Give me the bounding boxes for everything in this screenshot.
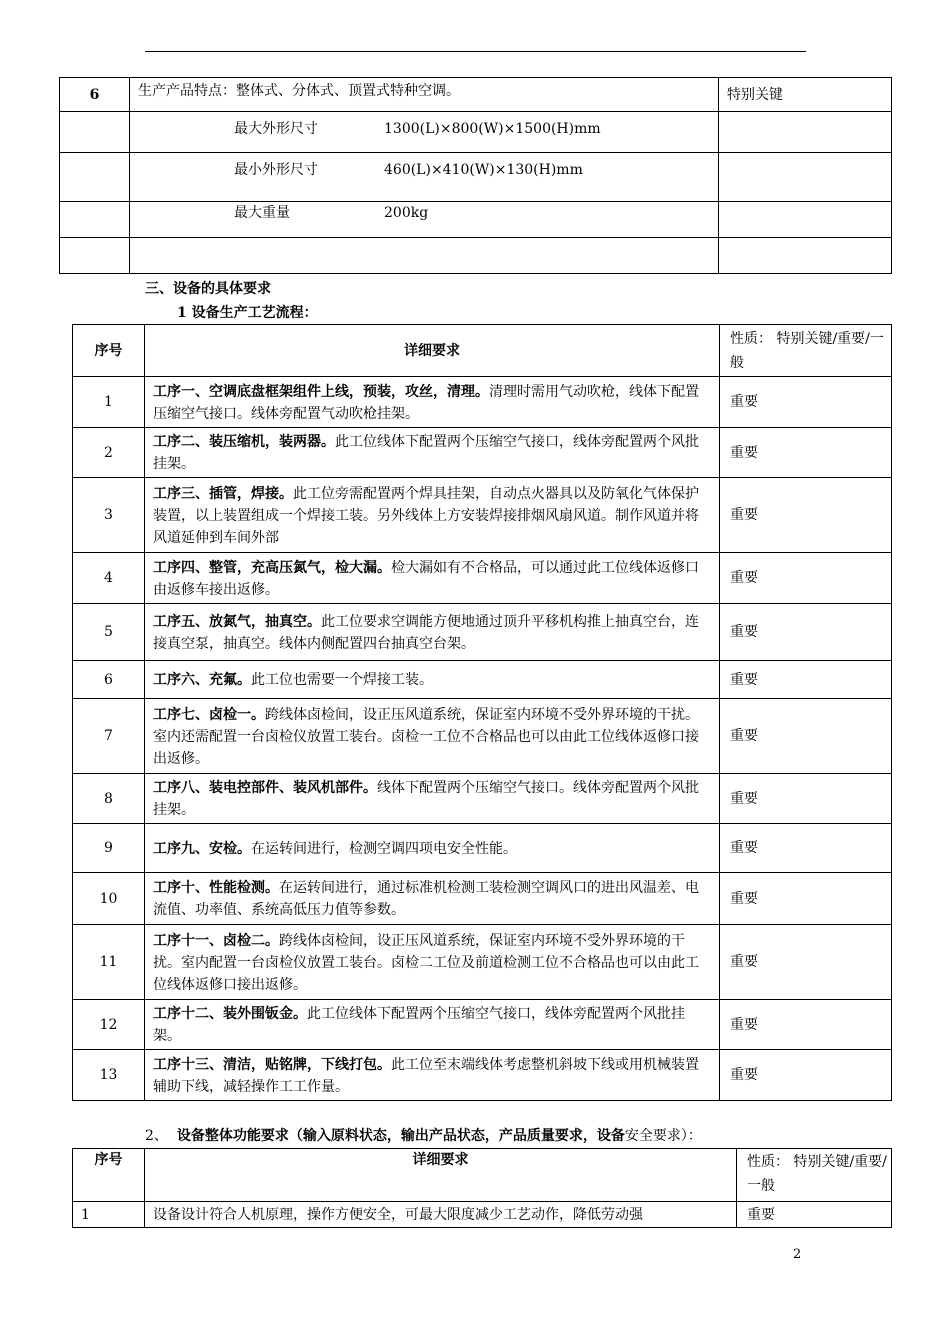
- nature-cell: 重要: [720, 661, 892, 699]
- row-number: 4: [73, 553, 145, 604]
- table-row: [60, 153, 892, 202]
- table-row: [73, 925, 892, 1000]
- subsection-2-bold: 设备整体功能要求（输入原料状态，输出产品状态，产品质量要求，设备: [176, 1128, 625, 1144]
- table-header-row: [73, 325, 892, 377]
- nature-cell: 重要: [737, 1202, 892, 1228]
- nature-cell: 重要: [720, 699, 892, 774]
- row-number: 1: [73, 1202, 145, 1228]
- table-row: [60, 112, 892, 153]
- nature-cell: 特别关键: [719, 78, 892, 112]
- step-text: 在运转间进行，通过标准机检测工装检测空调风口的进出风温差、电流值、功率值、系统高低压力值等参数。: [153, 880, 699, 918]
- step-title: 工序二、装压缩机，装两器。: [153, 434, 335, 450]
- header-no: 序号: [73, 1149, 145, 1202]
- step-title: 工序四、整管，充高压氮气，检大漏。: [153, 559, 391, 576]
- subsection-number: 2、: [145, 1128, 168, 1144]
- table-row: [73, 428, 892, 478]
- row-number: 3: [73, 478, 145, 553]
- row-number: 5: [73, 604, 145, 661]
- step-text: 此工位也需要一个焊接工装。: [251, 672, 433, 688]
- step-text: 此工位要求空调能方便地通过顶升平移机构推上抽真空台，连接真空泵，抽真空。线体内侧配置四台抽真空台架。: [153, 613, 699, 652]
- detail-cell: [145, 873, 720, 925]
- step-text: 线体下配置两个压缩空气接口。线体旁配置两个风批挂架。: [153, 780, 699, 818]
- detail-cell: [145, 824, 720, 873]
- table-row: [73, 774, 892, 824]
- step-title: 工序七、卤检一。: [153, 706, 265, 723]
- nature-cell: 重要: [720, 377, 892, 428]
- detail-cell: [145, 428, 720, 478]
- nature-cell: 重要: [720, 824, 892, 873]
- row-number: 2: [73, 428, 145, 478]
- header-detail: 详细要求: [145, 1149, 737, 1202]
- nature-cell: 重要: [720, 428, 892, 478]
- nature-cell: 重要: [720, 873, 892, 925]
- step-text: 跨线体卤检间，设正压风道系统，保证室内环境不受外界环境的干扰。室内配置一台卤检仪放置工装台。卤检二工位及前道检测工位不合格品也可以由此工位线体返修口接出返修。: [153, 932, 699, 993]
- step-text: 此工位旁需配置两个焊具挂架，自动点火器具以及防氧化气体保护装置，以上装置组成一个焊接工装。另外线体上方安装焊接排烟风扇风道。制作风道并将风道延伸到车间外部: [153, 485, 699, 546]
- header-nature: 性质： 特别关键/重要/一般: [720, 325, 892, 377]
- detail-cell: [145, 553, 720, 604]
- detail-cell: [145, 1000, 720, 1050]
- step-title: 工序一、空调底盘框架组件上线，预装，攻丝，清理。: [153, 383, 489, 400]
- step-text: 跨线体卤检间，设正压风道系统，保证室内环境不受外界环境的干扰。室内还需配置一台卤检仪放置工装台。卤检一工位不合格品也可以由此工位线体返修口接出返修。: [153, 706, 699, 767]
- product-feature-text: 生产产品特点：整体式、分体式、顶置式特种空调。: [130, 78, 719, 112]
- header-detail: 详细要求: [145, 325, 720, 377]
- row-number: 7: [73, 699, 145, 774]
- detail-cell: [145, 774, 720, 824]
- step-text: 此工位至末端线体考虑整机斜坡下线或用机械装置辅助下线，减轻操作工工作量。: [153, 1056, 699, 1095]
- header-nature: 性质： 特别关键/重要/一般: [737, 1149, 892, 1202]
- table-row: [73, 553, 892, 604]
- step-text: 检大漏如有不合格品，可以通过此工位线体返修口由返修车接出返修。: [153, 559, 699, 598]
- header-rule: [145, 51, 806, 52]
- function-requirements-table: [72, 1148, 892, 1228]
- dim-label: 最大重量: [234, 205, 290, 221]
- detail-cell: [145, 377, 720, 428]
- row-number: 1: [73, 377, 145, 428]
- table-row: [73, 1202, 892, 1228]
- nature-cell: 重要: [720, 774, 892, 824]
- section-title: 三、设备的具体要求: [145, 281, 271, 297]
- dim-value: 460(L)×410(W)×130(H)mm: [384, 162, 583, 178]
- step-text: 清理时需用气动吹枪，线体下配置压缩空气接口。线体旁配置气动吹枪挂架。: [153, 383, 699, 422]
- detail-cell: [145, 661, 720, 699]
- product-spec-table: [59, 77, 892, 274]
- row-number: 9: [73, 824, 145, 873]
- step-text: 此工位线体下配置两个压缩空气接口，线体旁配置两个风批挂架。: [153, 1006, 685, 1044]
- dim-value: 200kg: [384, 205, 429, 221]
- step-title: 工序九、安检。: [153, 840, 251, 857]
- subsection-2-title: [145, 1127, 702, 1145]
- step-title: 工序八、装电控部件、装风机部件。: [153, 780, 377, 796]
- dim-value: 1300(L)×800(W)×1500(H)mm: [384, 121, 601, 137]
- step-title: 工序十一、卤检二。: [153, 932, 279, 949]
- subsection-2-tail: 安全要求）：: [624, 1128, 702, 1144]
- nature-cell: 重要: [720, 925, 892, 1000]
- step-title: 工序三、插管，焊接。: [153, 485, 293, 502]
- nature-cell: 重要: [720, 1050, 892, 1101]
- detail-cell: 设备设计符合人机原理，操作方便安全，可最大限度减少工艺动作，降低劳动强: [145, 1202, 737, 1228]
- table-row: [60, 202, 892, 238]
- table-row: [73, 1050, 892, 1101]
- detail-cell: [145, 1050, 720, 1101]
- row-number: 11: [73, 925, 145, 1000]
- row-number: 12: [73, 1000, 145, 1050]
- nature-cell: 重要: [720, 478, 892, 553]
- table-row: [60, 78, 892, 112]
- row-number: 8: [73, 774, 145, 824]
- step-title: 工序六、充氟。: [153, 672, 251, 688]
- table-header-row: [73, 1149, 892, 1202]
- nature-cell: 重要: [720, 1000, 892, 1050]
- step-title: 工序五、放氮气，抽真空。: [153, 613, 321, 630]
- step-title: 工序十三、清洁，贴铭牌，下线打包。: [153, 1056, 391, 1073]
- nature-cell: 重要: [720, 553, 892, 604]
- dim-label: 最大外形尺寸: [234, 121, 318, 137]
- table-row: [60, 238, 892, 274]
- detail-cell: [145, 478, 720, 553]
- header-no: 序号: [73, 325, 145, 377]
- process-flow-table: [72, 324, 892, 1101]
- row-number: 6: [73, 661, 145, 699]
- table-row: [73, 478, 892, 553]
- step-text: 此工位线体下配置两个压缩空气接口，线体旁配置两个风批挂架。: [153, 434, 699, 472]
- detail-cell: [145, 925, 720, 1000]
- detail-cell: [145, 604, 720, 661]
- nature-cell: 重要: [720, 604, 892, 661]
- table-row: [73, 604, 892, 661]
- table-row: [73, 661, 892, 699]
- step-text: 在运转间进行，检测空调四项电安全性能。: [251, 840, 517, 857]
- row-number: 13: [73, 1050, 145, 1101]
- step-title: 工序十、性能检测。: [153, 880, 279, 896]
- dim-label: 最小外形尺寸: [234, 162, 318, 178]
- row-number: 6: [60, 78, 130, 112]
- table-row: [73, 824, 892, 873]
- table-row: [73, 1000, 892, 1050]
- table-row: [73, 699, 892, 774]
- page-number: 2: [793, 1247, 802, 1262]
- step-title: 工序十二、装外围钣金。: [153, 1006, 307, 1022]
- detail-cell: [145, 699, 720, 774]
- subsection-title: 1 设备生产工艺流程：: [177, 305, 318, 321]
- row-number: 10: [73, 873, 145, 925]
- table-row: [73, 873, 892, 925]
- table-row: [73, 377, 892, 428]
